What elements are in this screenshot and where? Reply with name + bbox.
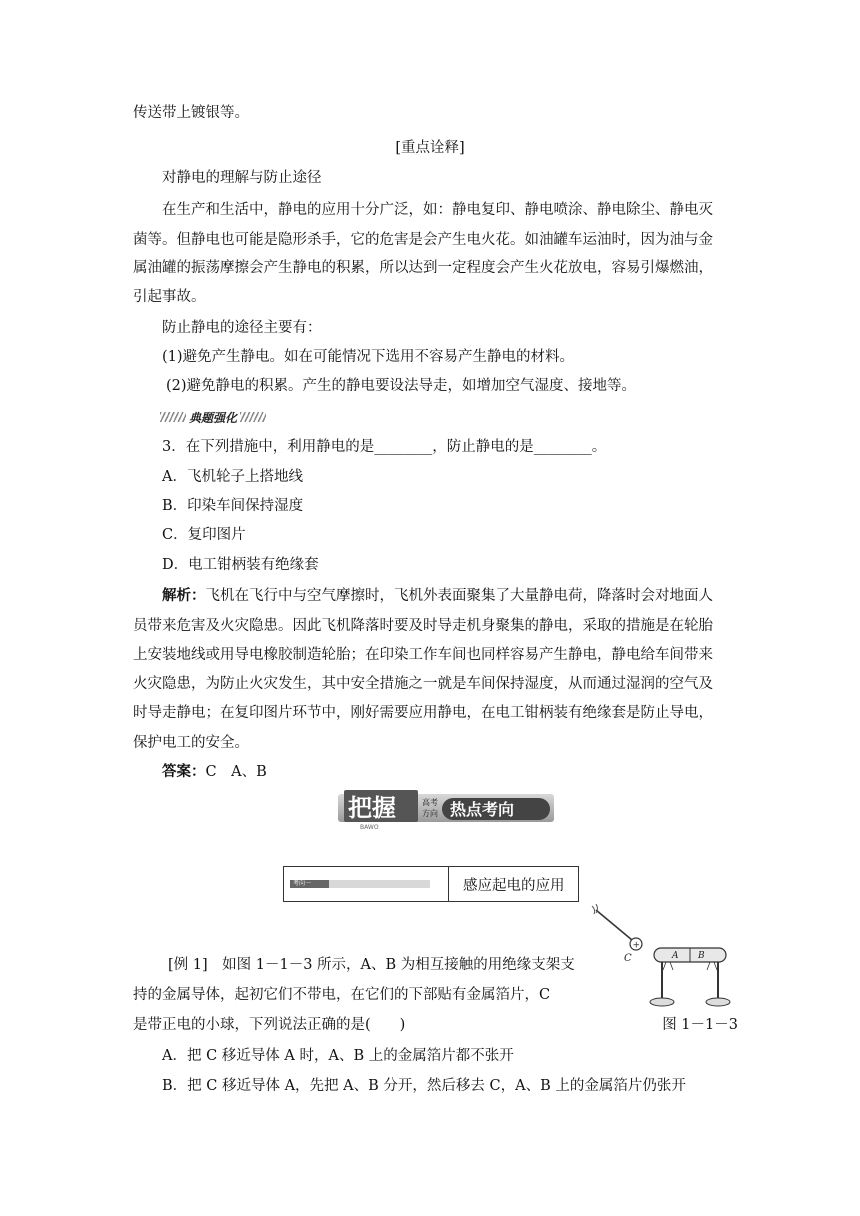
hatch-decoration xyxy=(160,412,186,422)
option-d: D．电工钳柄装有绝缘套 xyxy=(162,557,319,573)
prevention-intro: 防止静电的途径主要有： xyxy=(162,320,322,336)
topic-tag: 考向一 xyxy=(290,880,430,888)
analysis-line: 火灾隐患，为防止火灾发生，其中安全措施之一就是车间保持湿度，从而通过湿润的空气及 xyxy=(133,676,713,692)
section-banner xyxy=(338,790,554,830)
example-option-a: A．把 C 移近导体 A 时，A、B 上的金属箔片都不张开 xyxy=(162,1048,514,1064)
badge-strip xyxy=(160,410,290,424)
label-c: C xyxy=(624,953,632,964)
section-heading: [重点诠释] xyxy=(395,140,465,156)
answer-line xyxy=(162,762,762,782)
rod-line xyxy=(596,910,632,940)
intro-tail: 传送带上镀银等。 xyxy=(133,105,249,121)
banner-tail-text: 热点考向 xyxy=(450,800,515,819)
analysis-line: 上安装地线或用导电橡胶制造轮胎；在印染工作车间也同样容易产生静电，静电给车间带来 xyxy=(133,647,713,663)
example-first-line xyxy=(168,955,768,975)
hand-sketch xyxy=(592,904,598,914)
analysis-label: 解析： xyxy=(162,588,206,604)
plus-sign: + xyxy=(632,940,641,951)
analysis-line: 员带来危害及火灾隐患。因此飞机降落时要及时导走机身聚集的静电，采取的措施是在轮胎 xyxy=(133,618,713,634)
example-text: 如图 1－1－3 所示，A、B 为相互接触的用绝缘支架支 xyxy=(222,957,575,973)
label-b: B xyxy=(698,951,705,961)
analysis-first-line xyxy=(162,586,762,606)
hatch-decoration xyxy=(240,412,266,422)
option-a: A．飞机轮子上搭地线 xyxy=(162,469,303,485)
banner-side-top: 高考 xyxy=(422,798,438,807)
option-b: B．印染车间保持湿度 xyxy=(162,498,304,514)
paragraph-line: 引起事故。 xyxy=(133,289,206,305)
topic-title-cell: 感应起电的应用 xyxy=(463,877,565,894)
paragraph-line: 菌等。但静电也可能是隐形杀手，它的危害是会产生电火花。如油罐车运油时，因为油与金 xyxy=(133,232,713,248)
figure-caption: 图 1－1－3 xyxy=(662,1017,738,1033)
analysis-line: 时导走静电；在复印图片环节中，刚好需要应用静电，在电工钳柄装有绝缘套是防止导电， xyxy=(133,705,713,721)
prevention-item: (1)避免产生静电。如在可能情况下选用不容易产生静电的材料。 xyxy=(162,349,575,365)
answer-value: C A、B xyxy=(205,764,267,780)
paragraph-line: 在生产和生活中，静电的应用十分广泛，如：静电复印、静电喷涂、静电除尘、静电灭 xyxy=(162,202,713,218)
question-text: 3．在下列措施中，利用静电的是________，防止静电的是________。 xyxy=(162,439,607,455)
badge-label: 典题强化 xyxy=(189,410,238,425)
banner-main-text: 把握 xyxy=(348,794,396,822)
example-line: 是带正电的小球，下列说法正确的是( ) xyxy=(133,1017,406,1033)
analysis-text: 飞机在飞行中与空气摩擦时，飞机外表面聚集了大量静电荷，降落时会对地面人 xyxy=(205,588,713,604)
example-line: 持的金属导体，起初它们不带电，在它们的下部贴有金属箔片，C xyxy=(133,987,551,1003)
answer-label: 答案： xyxy=(162,764,206,780)
prevention-item: (2)避免静电的积累。产生的静电要设法导走，如增加空气湿度、接地等。 xyxy=(166,378,637,394)
paragraph-line: 属油罐的振荡摩擦会产生静电的积累，所以达到一定程度会产生火花放电，容易引爆燃油， xyxy=(133,260,713,276)
banner-side-bottom: 方向 xyxy=(422,809,438,818)
option-c: C．复印图片 xyxy=(162,527,246,543)
example-label: [例 1] xyxy=(168,957,208,973)
topic-tag-cell xyxy=(284,867,449,901)
topic-box xyxy=(283,866,579,902)
label-a: A xyxy=(672,951,679,961)
example-option-b: B．把 C 移近导体 A，先把 A、B 分开，然后移去 C，A、B 上的金属箔片仍张开 xyxy=(162,1078,686,1094)
banner-pinyin: BAWO xyxy=(360,824,379,830)
analysis-line: 保护电工的安全。 xyxy=(133,735,249,751)
topic-title: 对静电的理解与防止途径 xyxy=(162,170,322,186)
